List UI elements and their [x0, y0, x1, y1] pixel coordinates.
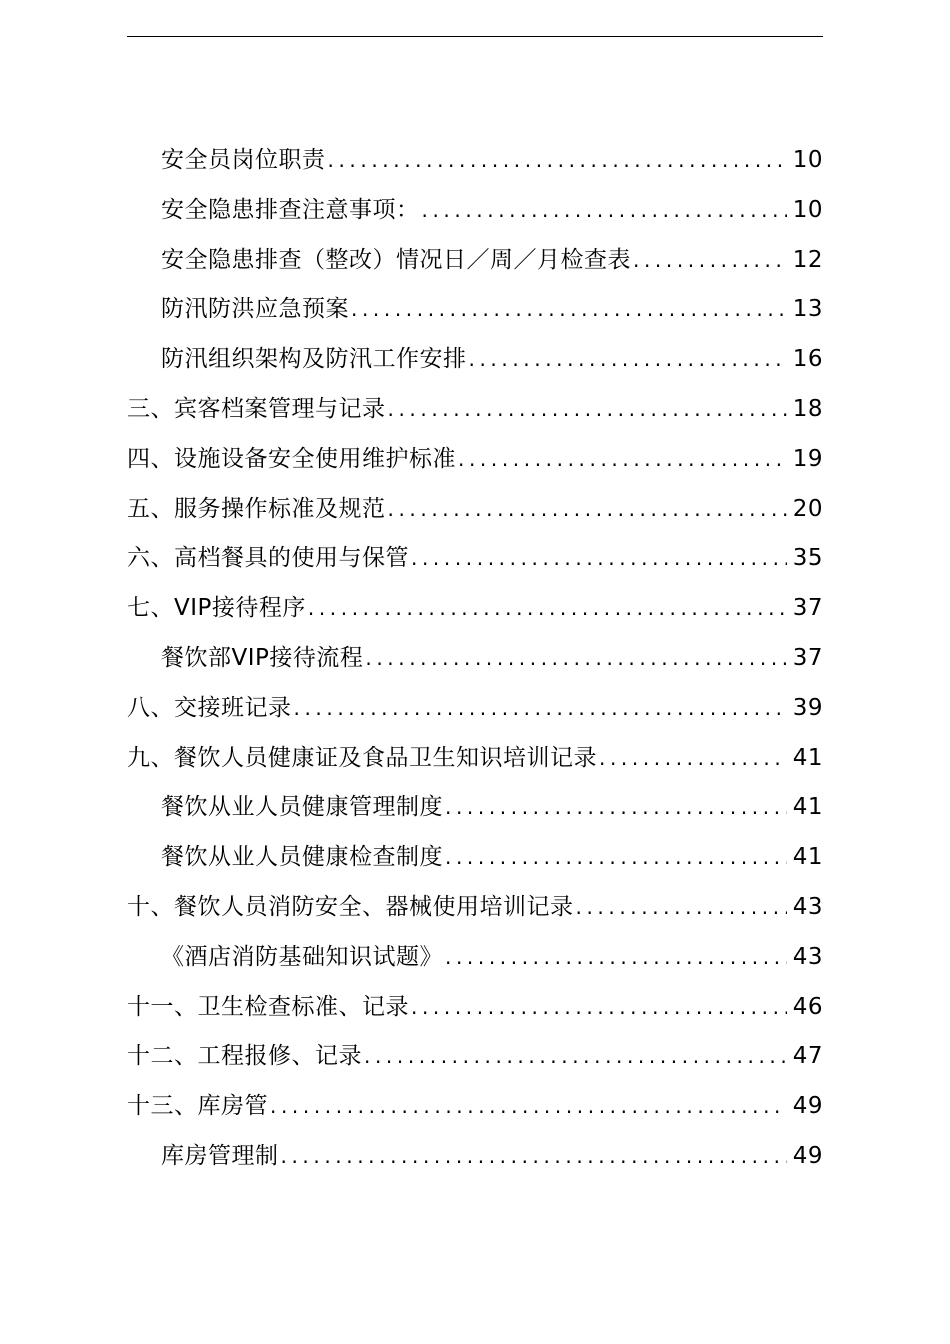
header-rule	[127, 36, 823, 37]
toc-dot-leader	[388, 385, 787, 435]
toc-entry[interactable]	[127, 883, 823, 933]
toc-dot-leader	[411, 983, 787, 1033]
toc-dot-leader	[422, 186, 787, 236]
toc-dot-leader	[445, 833, 787, 883]
toc-entry-title: 安全员岗位职责	[161, 147, 326, 173]
toc-entry[interactable]	[127, 1032, 823, 1082]
toc-entry[interactable]	[127, 584, 823, 634]
toc-dot-leader	[458, 435, 787, 485]
toc-entry-title: 餐饮从业人员健康检查制度	[161, 844, 443, 871]
toc-dot-leader	[469, 335, 787, 385]
toc-entry[interactable]	[127, 833, 823, 883]
toc-entry[interactable]	[127, 285, 823, 335]
toc-dot-leader	[281, 1132, 787, 1182]
toc-dot-leader	[599, 734, 787, 784]
toc-dot-leader	[308, 584, 787, 634]
toc-dot-leader	[445, 933, 787, 983]
toc-entry-page: 10	[792, 147, 823, 173]
toc-entry[interactable]	[127, 933, 823, 983]
toc-entry-page: 10	[792, 196, 823, 223]
toc-entry-page: 41	[792, 794, 823, 821]
toc-entry[interactable]	[127, 236, 823, 286]
toc-entry[interactable]	[127, 634, 823, 684]
toc-entry-page: 37	[792, 595, 823, 622]
toc-entry-page: 46	[792, 993, 823, 1020]
toc-entry-page: 39	[792, 694, 823, 721]
toc-entry[interactable]	[127, 485, 823, 535]
toc-entry-title: 餐饮从业人员健康管理制度	[161, 794, 443, 821]
toc-entry[interactable]	[127, 1132, 823, 1182]
toc-dot-leader	[576, 883, 787, 933]
toc-dot-leader	[411, 534, 787, 584]
toc-dot-leader	[365, 634, 786, 684]
toc-dot-leader	[328, 136, 787, 186]
toc-entry[interactable]	[127, 734, 823, 784]
toc-entry[interactable]	[127, 136, 823, 186]
toc-entry-title: 《酒店消防基础知识试题》	[161, 943, 443, 970]
toc-entry-page: 16	[792, 346, 823, 373]
toc-entry[interactable]	[127, 335, 823, 385]
toc-entry-title: 九、餐饮人员健康证及食品卫生知识培训记录	[127, 744, 597, 771]
toc-entry[interactable]	[127, 1082, 823, 1132]
toc-entry-title: 八、交接班记录	[127, 694, 292, 721]
toc-dot-leader	[294, 684, 787, 734]
toc-entry-page: 37	[792, 644, 823, 671]
toc-dot-leader	[633, 236, 787, 286]
toc-entry-title: 三、宾客档案管理与记录	[127, 395, 386, 422]
toc-dot-leader	[388, 485, 787, 535]
toc-entry-title: 十、餐饮人员消防安全、器械使用培训记录	[127, 893, 574, 920]
toc-dot-leader	[351, 285, 787, 335]
toc-entry-title: 十一、卫生检查标准、记录	[127, 993, 409, 1020]
toc-entry-page: 49	[792, 1093, 823, 1120]
toc-dot-leader	[270, 1082, 787, 1132]
toc-entry-title: 十二、工程报修、记录	[127, 1043, 362, 1070]
table-of-contents	[127, 136, 823, 1182]
toc-entry-page: 49	[792, 1142, 823, 1169]
toc-entry[interactable]	[127, 186, 823, 236]
toc-entry-page: 35	[792, 545, 823, 572]
toc-entry-page: 41	[792, 744, 823, 771]
toc-entry-title: 五、服务操作标准及规范	[127, 495, 386, 522]
toc-entry-page: 12	[792, 246, 823, 273]
toc-entry[interactable]	[127, 385, 823, 435]
toc-entry[interactable]	[127, 983, 823, 1033]
toc-entry-title: 库房管理制	[161, 1142, 279, 1169]
toc-entry-page: 20	[792, 495, 823, 522]
toc-entry-title: 七、VIP接待程序	[127, 595, 306, 622]
toc-dot-leader	[445, 783, 787, 833]
toc-entry-page: 41	[792, 844, 823, 871]
toc-entry-title: 防汛组织架构及防汛工作安排	[161, 346, 467, 373]
toc-entry-title: 防汛防洪应急预案	[161, 296, 349, 323]
toc-entry[interactable]	[127, 783, 823, 833]
toc-entry-page: 13	[792, 296, 823, 323]
toc-entry-title: 四、设施设备安全使用维护标准	[127, 445, 456, 472]
toc-entry-page: 18	[792, 395, 823, 422]
toc-entry-title: 安全隐患排查注意事项：	[161, 196, 420, 223]
toc-entry-title: 安全隐患排查（整改）情况日／周／月检查表	[161, 246, 631, 273]
toc-entry-page: 19	[792, 445, 823, 472]
toc-entry-title: 餐饮部VIP接待流程	[161, 644, 364, 671]
toc-entry[interactable]	[127, 435, 823, 485]
toc-entry[interactable]	[127, 534, 823, 584]
toc-entry-title: 十三、库房管	[127, 1093, 268, 1120]
toc-entry[interactable]	[127, 684, 823, 734]
toc-entry-page: 47	[792, 1043, 823, 1070]
toc-entry-title: 六、高档餐具的使用与保管	[127, 545, 409, 572]
toc-entry-page: 43	[792, 893, 823, 920]
toc-entry-page: 43	[792, 943, 823, 970]
toc-dot-leader	[364, 1032, 787, 1082]
